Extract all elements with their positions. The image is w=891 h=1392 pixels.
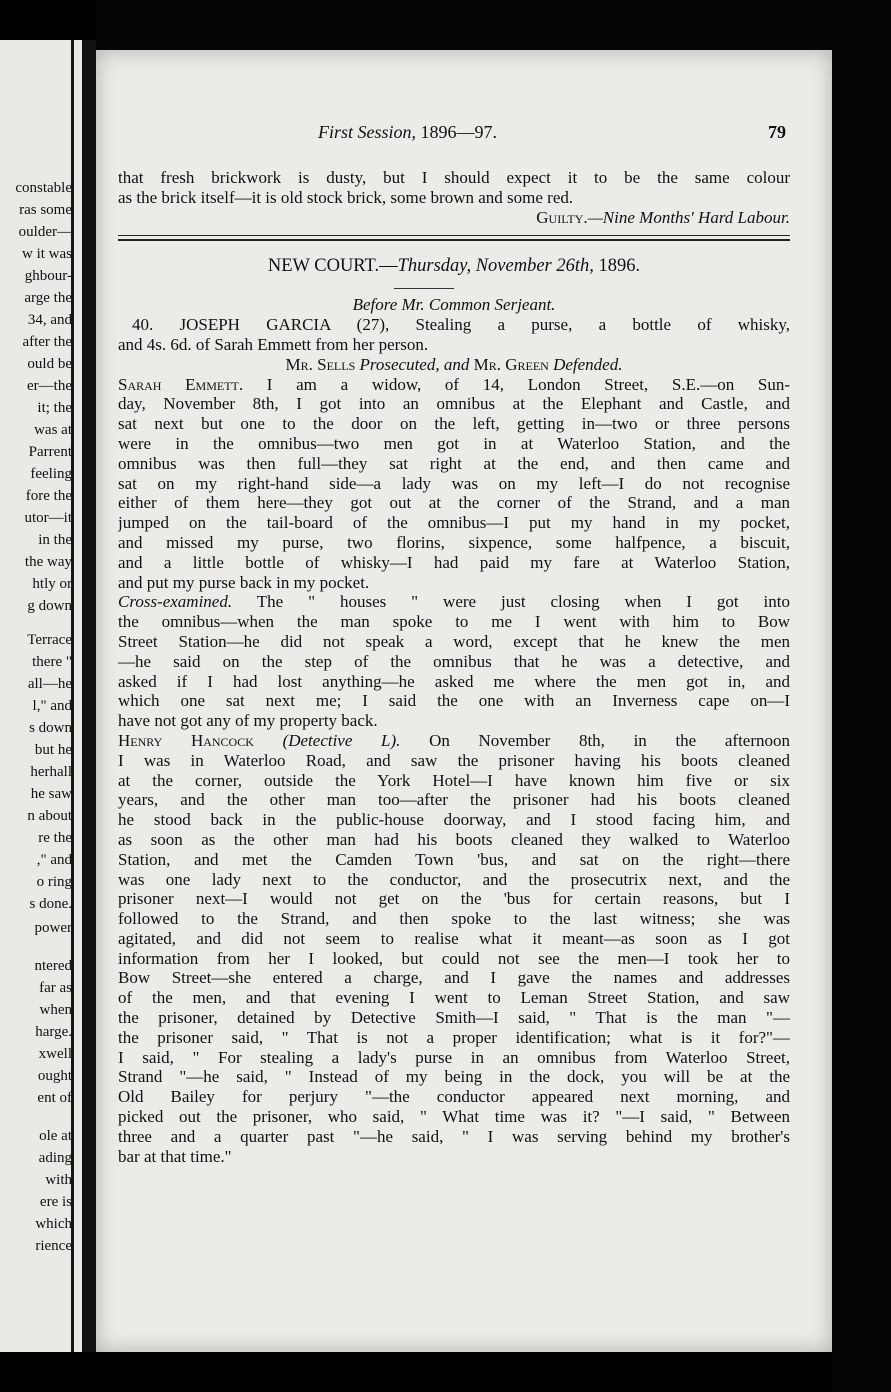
text-line: was one lady next to the conductor, and the prosecutrix next, and the: [118, 869, 790, 889]
text-line: Cross-examined. The " houses " were just closing when I got into: [118, 592, 790, 612]
text-line: and put my purse back in my pocket.: [118, 572, 370, 592]
left-page-text-fragment: re the: [38, 830, 72, 846]
left-page-text-fragment: constable: [15, 180, 72, 196]
left-page-text-fragment: n about: [27, 808, 72, 824]
text-line: the prisoner, detained by Detective Smith—I said, " That is the man "—: [118, 1008, 790, 1028]
text-line: have not got any of my property back.: [118, 711, 378, 731]
left-page-text-fragment: fore the: [25, 488, 72, 504]
scan-background-right: [832, 0, 891, 1392]
text-line: Henry Hancock (Detective L). On November 8th, in the afternoon: [118, 730, 790, 750]
text-line: day, November 8th, I got into an omnibus at the Elephant and Castle, and: [118, 394, 790, 414]
left-page-text-fragment: w it was: [22, 246, 72, 262]
text-line: Strand "—he said, " Instead of my being in the dock, you will be at the: [118, 1067, 790, 1087]
witness-henry-hancock: [118, 731, 790, 1167]
left-page-text-fragment: ghbour-: [24, 268, 72, 284]
text-line: sat next but one to the door on the left, getting in—two or three persons: [118, 414, 790, 434]
left-page-text-fragment: power: [34, 920, 72, 936]
left-page-text-fragment: ere is: [39, 1194, 72, 1210]
left-page-text-fragment: 34, and: [27, 312, 72, 328]
page-number: 79: [768, 122, 786, 142]
left-page-text-fragment: all—he: [27, 676, 72, 692]
scan-background-top: [96, 0, 832, 50]
left-page-text-fragment: far as: [39, 980, 72, 996]
case-heading: [118, 315, 790, 355]
left-page-text-fragment: arge the: [24, 290, 72, 306]
page-body: [118, 168, 790, 1166]
left-page-text-fragment: ntered: [34, 958, 72, 974]
text-line: as the brick itself—it is old stock brick, some brown and some red.: [118, 187, 574, 207]
text-line: years, and the other man too—after the prisoner had his boots cleaned: [118, 790, 790, 810]
left-page-text-fragment: ading: [38, 1150, 72, 1166]
double-rule: [118, 227, 790, 251]
text-line: Street Station—he did not speak a word, except that he knew the men: [118, 631, 790, 651]
left-page-text-fragment: Terrace: [27, 632, 72, 648]
text-line: jumped on the tail-board of the omnibus—I put my hand in my pocket,: [118, 513, 790, 533]
left-page-text-fragment: he saw: [30, 786, 72, 802]
short-rule: [118, 281, 790, 295]
left-page-text-fragment: the way: [24, 554, 72, 570]
text-line: as soon as the other man had his boots cleaned they walked to Waterloo: [118, 829, 790, 849]
text-line: of the men, and that evening I went to Leman Street Station, and saw: [118, 988, 790, 1008]
left-page-text-fragment: rience: [35, 1238, 72, 1254]
left-page-text-fragment: there ": [32, 654, 72, 670]
text-line: followed to the Strand, and then spoke to the last witness; she was: [118, 909, 790, 929]
left-page-text-fragment: htly or: [32, 576, 72, 592]
text-line: Old Bailey for perjury "—the conductor appeared next morning, and: [118, 1087, 790, 1107]
text-line: I was in Waterloo Road, and saw the prisoner having his boots cleaned: [118, 750, 790, 770]
left-page-text-fragment: but he: [34, 742, 72, 758]
left-page-text-fragment: harge.: [35, 1024, 72, 1040]
left-page-text-fragment: after the: [22, 334, 72, 350]
court-heading: NEW COURT.—Thursday, November 26th, 1896.: [267, 256, 641, 277]
witness-sarah-emmett: [118, 375, 790, 731]
left-page-text-fragment: it; the: [37, 400, 72, 416]
text-line: at the corner, outside the York Hotel—I have known him five or six: [118, 770, 790, 790]
left-page-text-fragment: l," and: [32, 698, 72, 714]
text-line: omnibus was then full—they sat right at the end, and then came and: [118, 453, 790, 473]
left-page-text-fragment: utor—it: [24, 510, 72, 526]
text-line: and missed my purse, two florins, sixpence, some halfpence, a biscuit,: [118, 532, 790, 552]
left-page-text-fragment: ," and: [36, 852, 72, 868]
text-line: picked out the prisoner, who said, " What time was it? "—I said, " Between: [118, 1107, 790, 1127]
left-page-text-fragment: which: [35, 1216, 72, 1232]
left-page-text-fragment: when: [39, 1002, 72, 1018]
left-page-text-fragment: herhall: [30, 764, 72, 780]
text-line: three and a quarter past "—he said, " I was serving behind my brother's: [118, 1126, 790, 1146]
text-line: that fresh brickwork is dusty, but I should expect it to be the same colour: [118, 168, 790, 187]
text-line: the prisoner said, " That is not a proper identification; what is it for?"—: [118, 1027, 790, 1047]
left-page-text-fragment: er—the: [27, 378, 72, 394]
left-page-text-fragment: s down: [29, 720, 72, 736]
text-line: he stood back in the public-house doorway, and I stood facing him, and: [118, 810, 790, 830]
text-line: —he said on the step of the omnibus that he was a detective, and: [118, 651, 790, 671]
text-line: and 4s. 6d. of Sarah Emmett from her person.: [118, 334, 429, 354]
left-page-text-fragment: was at: [34, 422, 72, 438]
book-spine: [82, 40, 96, 1352]
page-header: [96, 122, 832, 146]
left-page-text-fragment: g down: [27, 598, 72, 614]
text-line: the omnibus—when the man spoke to me I went with him to Bow: [118, 612, 790, 632]
text-line: and a little bottle of whisky—I had paid my fare at Waterloo Station,: [118, 552, 790, 572]
left-page-text-fragment: oulder—: [18, 224, 72, 240]
left-page-text-fragment: ras some: [19, 202, 72, 218]
text-line: which one sat next me; I said the one with an Inverness cape on—I: [118, 691, 790, 711]
left-page-text-fragment: ould be: [27, 356, 72, 372]
verdict: Guilty.—Nine Months' Hard Labour.: [536, 207, 790, 227]
text-line: asked if I had lost anything—he asked me where the men got in, and: [118, 671, 790, 691]
text-line: Station, and met the Camden Town 'bus, and sat on the right—there: [118, 849, 790, 869]
text-line: bar at that time.": [118, 1146, 232, 1166]
left-page-text-fragment: s done.: [29, 896, 72, 912]
running-head: First Session, 1896—97.: [318, 122, 498, 142]
left-page-text-fragment: ole at: [39, 1128, 72, 1144]
left-page-text-fragment: o ring: [36, 874, 72, 890]
counsel-line: Mr. Sells Prosecuted, and Mr. Green Defended.: [285, 354, 623, 374]
left-page-text-fragment: in the: [38, 532, 72, 548]
text-line: agitated, and did not seem to realise what it meant—as soon as I got: [118, 928, 790, 948]
left-page-fragment: [0, 40, 85, 1352]
left-page-text-fragment: feeling: [30, 466, 72, 482]
left-page-text-fragment: with: [45, 1172, 72, 1188]
text-line: information from her I looked, but could not see the men—I took her to: [118, 948, 790, 968]
text-line: Sarah Emmett. I am a widow, of 14, London Street, S.E.—on Sun-: [118, 374, 790, 394]
left-page-text-fragment: ent of: [37, 1090, 72, 1106]
left-page-text-fragment: xwell: [38, 1046, 72, 1062]
text-line: either of them here—they got out at the corner of the Strand, and a man: [118, 493, 790, 513]
left-page-text-fragment: Parrent: [28, 444, 72, 460]
right-page: [96, 50, 832, 1352]
before-judge: Before Mr. Common Serjeant.: [352, 295, 556, 315]
text-line: Bow Street—she entered a charge, and I gave the names and addresses: [118, 968, 790, 988]
text-line: I said, " For stealing a lady's purse in an omnibus from Waterloo Street,: [118, 1047, 790, 1067]
text-line: 40. JOSEPH GARCIA (27), Stealing a purse, a bottle of whisky,: [132, 315, 790, 335]
text-line: sat on my right-hand side—a lady was on my left—I do not recognise: [118, 473, 790, 493]
previous-case-tail: [118, 168, 790, 227]
text-line: prisoner next—I would not get on the 'bus for certain reasons, but I: [118, 889, 790, 909]
left-page-text-fragment: ought: [37, 1068, 72, 1084]
text-line: were in the omnibus—two men got in at Waterloo Station, and the: [118, 433, 790, 453]
